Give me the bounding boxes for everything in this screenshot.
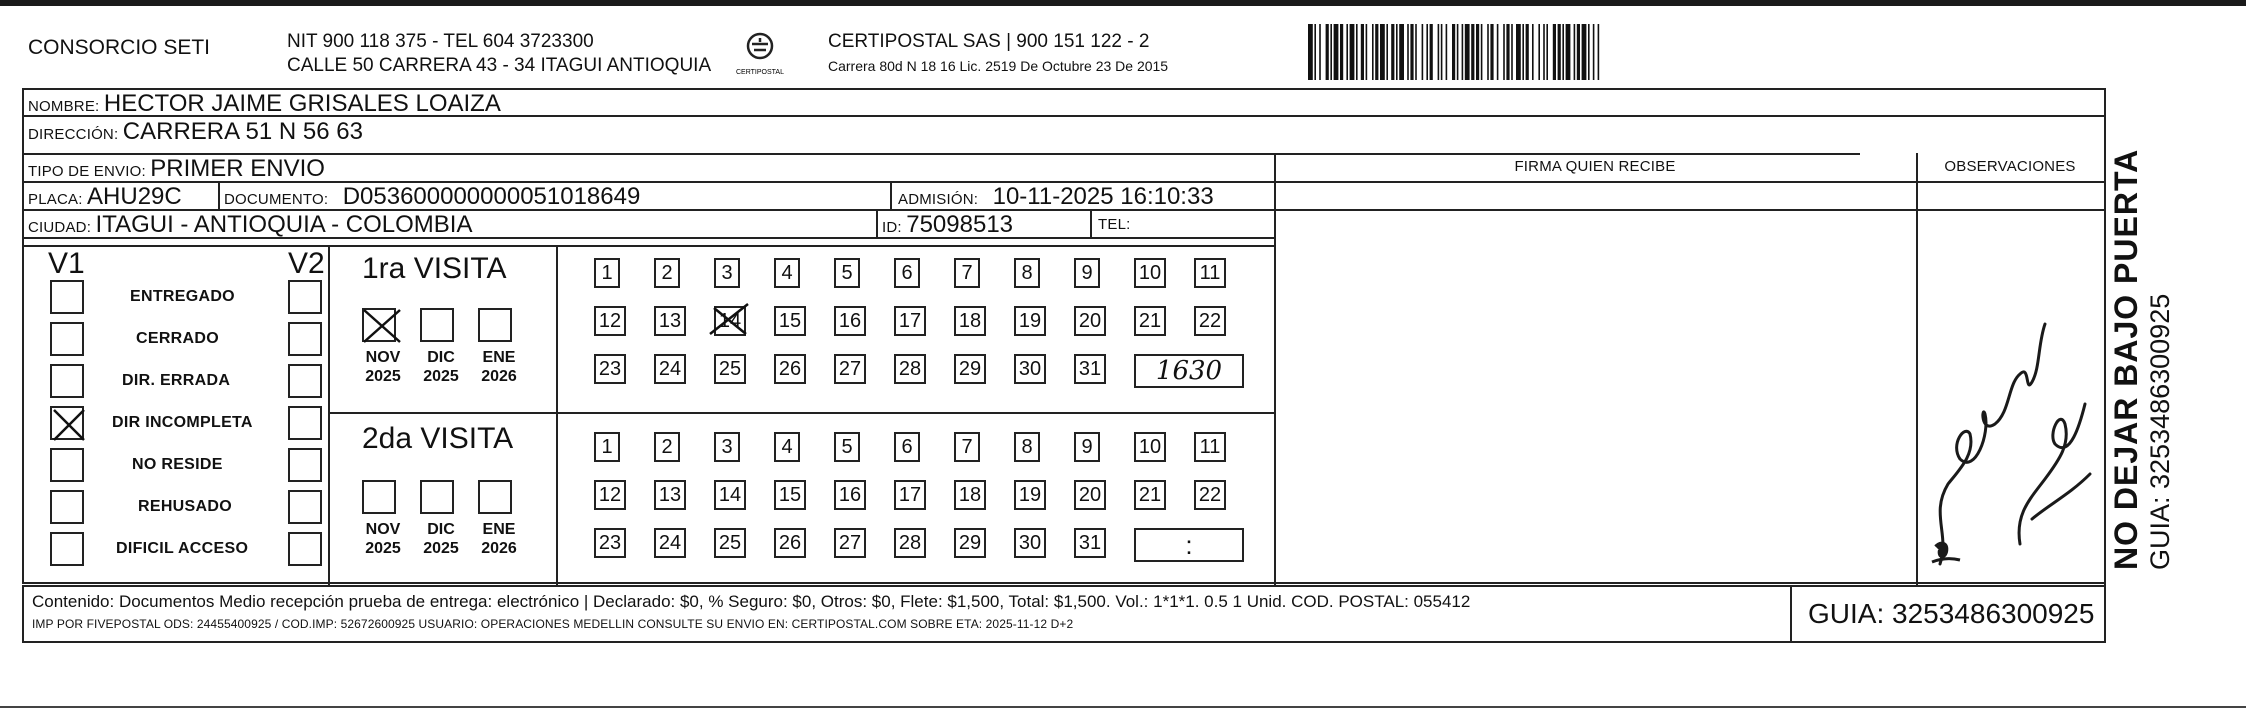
visit1-day-cell[interactable]: 5	[834, 258, 860, 288]
v1-header: V1	[48, 247, 85, 280]
visit2-day-cell[interactable]: 29	[954, 528, 986, 558]
visit1-day-cell[interactable]: 19	[1014, 306, 1046, 336]
visit1-day-cell[interactable]: 18	[954, 306, 986, 336]
col-divider	[556, 245, 558, 585]
visit1-day-cell[interactable]: 24	[654, 354, 686, 384]
visit1-day-cell[interactable]: 15	[774, 306, 806, 336]
col-divider	[1090, 209, 1092, 238]
month-year: 2026	[481, 368, 517, 385]
visit2-month-checkbox[interactable]	[420, 480, 454, 514]
visit2-day-cell[interactable]: 30	[1014, 528, 1046, 558]
address-line: CALLE 50 CARRERA 43 - 34 ITAGUI ANTIOQUIA	[287, 55, 712, 76]
col-divider	[1916, 153, 1918, 586]
visit2-day-cell[interactable]: 10	[1134, 432, 1166, 462]
visit2-day-cell[interactable]: 5	[834, 432, 860, 462]
visit2-day-cell[interactable]: 11	[1194, 432, 1226, 462]
v1-checkbox[interactable]	[50, 364, 84, 398]
visit2-time-field[interactable]: :	[1134, 528, 1244, 562]
col-divider	[1790, 585, 1792, 643]
col-divider	[218, 181, 220, 210]
month-year: 2026	[481, 540, 517, 557]
direccion-field	[28, 118, 363, 146]
visit2-day-cell[interactable]: 21	[1134, 480, 1166, 510]
v2-checkbox[interactable]	[288, 322, 322, 356]
visit2-month-checkbox[interactable]	[362, 480, 396, 514]
visit1-day-cell[interactable]: 2	[654, 258, 680, 288]
status-option-label: DIFICIL ACCESO	[116, 540, 249, 557]
visit1-day-cell[interactable]: 27	[834, 354, 866, 384]
placa-value: AHU29C	[87, 183, 182, 210]
visit2-day-cell[interactable]: 24	[654, 528, 686, 558]
visit1-day-cell[interactable]: 8	[1014, 258, 1040, 288]
direccion-value: CARRERA 51 N 56 63	[122, 118, 363, 145]
certipostal-logo	[728, 26, 792, 82]
nit-line: NIT 900 118 375 - TEL 604 3723300	[287, 31, 594, 52]
visit1-day-cell[interactable]: 30	[1014, 354, 1046, 384]
ciudad-label: CIUDAD:	[28, 219, 92, 236]
visit1-month-label	[418, 348, 464, 386]
logo-text: CERTIPOSTAL	[736, 69, 784, 76]
v1-checkbox[interactable]	[50, 448, 84, 482]
row-divider	[22, 585, 2106, 587]
visit2-day-cell[interactable]: 12	[594, 480, 626, 510]
company-name: CONSORCIO SETI	[28, 36, 211, 59]
month-name: ENE	[482, 521, 516, 538]
visit1-day-cell[interactable]: 10	[1134, 258, 1166, 288]
status-option-label: REHUSADO	[138, 498, 232, 515]
visit1-day-cell[interactable]: 21	[1134, 306, 1166, 336]
status-option-label: DIR. ERRADA	[122, 372, 231, 389]
v2-header: V2	[288, 247, 325, 280]
v1-checkbox[interactable]	[50, 532, 84, 566]
visit1-day-cell[interactable]: 26	[774, 354, 806, 384]
month-name: NOV	[365, 521, 401, 538]
visit1-day-cell[interactable]: 13	[654, 306, 686, 336]
visit1-day-cell[interactable]: 12	[594, 306, 626, 336]
visit1-month-label	[476, 348, 522, 386]
visit1-day-cell[interactable]: 31	[1074, 354, 1106, 384]
nombre-field	[28, 90, 501, 118]
handwritten-signature	[1920, 284, 2100, 574]
direccion-label: DIRECCIÓN:	[28, 126, 119, 143]
visit2-day-cell[interactable]: 27	[834, 528, 866, 558]
cross-mark-icon	[706, 300, 752, 338]
v1-checkbox[interactable]	[50, 406, 84, 440]
visit1-month-label	[360, 348, 406, 386]
id-field	[882, 211, 1013, 239]
documento-label: DOCUMENTO:	[224, 191, 329, 208]
check-mark-icon	[52, 408, 86, 442]
admision-field	[898, 183, 1214, 211]
v1-checkbox[interactable]	[50, 322, 84, 356]
row-divider	[22, 245, 1276, 247]
no-dejar-bajo-puerta: NO DEJAR BAJO PUERTA	[2108, 148, 2144, 570]
v2-checkbox[interactable]	[288, 406, 322, 440]
visit1-day-cell[interactable]: 9	[1074, 258, 1100, 288]
nombre-label: NOMBRE:	[28, 98, 100, 115]
visit1-time-field[interactable]: 1630	[1134, 354, 1244, 388]
visit1-title: 1ra VISITA	[362, 252, 507, 285]
month-name: DIC	[427, 521, 455, 538]
visit2-day-cell[interactable]: 13	[654, 480, 686, 510]
col-divider	[2104, 88, 2106, 586]
visit2-day-cell[interactable]: 31	[1074, 528, 1106, 558]
visit1-day-cell[interactable]: 7	[954, 258, 980, 288]
visit2-day-cell[interactable]: 26	[774, 528, 806, 558]
visit2-day-cell[interactable]: 18	[954, 480, 986, 510]
month-year: 2025	[365, 368, 401, 385]
visit2-day-cell[interactable]: 20	[1074, 480, 1106, 510]
col-divider	[1274, 153, 1276, 586]
side-label	[2108, 149, 2176, 570]
visit1-day-cell[interactable]: 20	[1074, 306, 1106, 336]
certipostal-info	[828, 30, 1168, 78]
visit-divider	[328, 412, 1276, 414]
footer-guia: GUIA: 3253486300925	[1808, 598, 2095, 629]
visit2-day-cell[interactable]: 25	[714, 528, 746, 558]
signature-header: FIRMA QUIEN RECIBE	[1514, 158, 1676, 175]
id-value: 75098513	[906, 211, 1014, 238]
footer-content: Contenido: Documentos Medio recepción prueba de entrega: electrónico | Declarado: $0, % Seguro: $0, Otros: $0, Flete: $1,500, Total: $1,500. Vol.: 1*1*1. 0.5 1 Unid. COD. POSTAL: 055412	[32, 592, 1471, 611]
visit1-day-cell[interactable]: 4	[774, 258, 800, 288]
check-mark-icon	[360, 306, 404, 346]
tel-label: TEL:	[1098, 216, 1131, 233]
barcode	[1308, 24, 1888, 80]
visit2-day-cell[interactable]: 23	[594, 528, 626, 558]
tipo-envio-value: PRIMER ENVIO	[150, 155, 325, 182]
month-year: 2025	[423, 368, 459, 385]
footer-print-info: IMP POR FIVEPOSTAL ODS: 24455400925 / COD.IMP: 52672600925 USUARIO: OPERACIONES MEDELLIN CONSULTE SU ENVIO EN: CERTIPOSTAL.COM SOBRE ETA: 2025-11-12 D+2	[32, 617, 1074, 631]
col-divider	[328, 245, 330, 585]
visit2-month-label	[418, 520, 464, 558]
v2-checkbox[interactable]	[288, 280, 322, 314]
month-name: ENE	[482, 349, 516, 366]
certipostal-line: CERTIPOSTAL SAS | 900 151 122 - 2	[828, 31, 1150, 52]
visit2-day-cell[interactable]: 14	[714, 480, 746, 510]
visit1-day-cell[interactable]: 16	[834, 306, 866, 336]
visit1-day-cell[interactable]: 11	[1194, 258, 1226, 288]
visit1-month-checkbox[interactable]	[362, 308, 396, 342]
visit2-month-label	[360, 520, 406, 558]
visit2-day-cell[interactable]: 15	[774, 480, 806, 510]
status-option-label: ENTREGADO	[130, 288, 235, 305]
visit2-day-cell[interactable]: 17	[894, 480, 926, 510]
visit1-day-cell[interactable]: 6	[894, 258, 920, 288]
visit2-day-cell[interactable]: 2	[654, 432, 680, 462]
visit2-day-cell[interactable]: 22	[1194, 480, 1226, 510]
ciudad-value: ITAGUI - ANTIOQUIA - COLOMBIA	[95, 211, 473, 238]
documento-value: D053600000000051018649	[342, 183, 641, 210]
observations-header: OBSERVACIONES	[1944, 158, 2076, 175]
visit1-day-cell[interactable]: 3	[714, 258, 740, 288]
v2-checkbox[interactable]	[288, 532, 322, 566]
col-divider	[876, 209, 878, 238]
visit2-title: 2da VISITA	[362, 422, 514, 455]
documento-field	[224, 183, 640, 211]
v2-checkbox[interactable]	[288, 448, 322, 482]
v1-checkbox[interactable]	[50, 490, 84, 524]
row-divider	[22, 641, 2106, 643]
visit1-day-cell[interactable]: 28	[894, 354, 926, 384]
admision-label: ADMISIÓN:	[898, 191, 979, 208]
col-divider	[22, 585, 24, 643]
id-label: ID:	[882, 219, 902, 236]
visit2-month-label	[476, 520, 522, 558]
month-name: DIC	[427, 349, 455, 366]
top-edge	[0, 0, 2246, 6]
visit1-day-cell[interactable]: 22	[1194, 306, 1226, 336]
visit2-day-cell[interactable]: 4	[774, 432, 800, 462]
visit2-day-cell[interactable]: 8	[1014, 432, 1040, 462]
col-divider	[890, 181, 892, 210]
tipo-envio-label: TIPO DE ENVIO:	[28, 163, 146, 180]
ciudad-field	[28, 211, 472, 239]
nombre-value: HECTOR JAIME GRISALES LOAIZA	[103, 90, 501, 117]
visit1-month-checkbox[interactable]	[420, 308, 454, 342]
month-year: 2025	[423, 540, 459, 557]
v2-checkbox[interactable]	[288, 364, 322, 398]
visit1-day-cell[interactable]: 14	[714, 306, 746, 336]
visit2-day-cell[interactable]: 7	[954, 432, 980, 462]
visit2-day-cell[interactable]: 3	[714, 432, 740, 462]
col-divider	[2104, 585, 2106, 643]
status-option-label: NO RESIDE	[132, 456, 223, 473]
month-year: 2025	[365, 540, 401, 557]
company-info	[287, 30, 711, 78]
visit1-day-cell[interactable]: 23	[594, 354, 626, 384]
visit1-day-cell[interactable]: 29	[954, 354, 986, 384]
status-option-label: DIR INCOMPLETA	[112, 414, 253, 431]
bottom-rule	[0, 706, 2246, 708]
visit1-day-cell[interactable]: 17	[894, 306, 926, 336]
visit2-month-checkbox[interactable]	[478, 480, 512, 514]
visit1-day-cell[interactable]: 25	[714, 354, 746, 384]
visit2-day-cell[interactable]: 1	[594, 432, 620, 462]
status-option-label: CERRADO	[136, 330, 219, 347]
placa-field	[28, 183, 182, 211]
visit2-day-cell[interactable]: 6	[894, 432, 920, 462]
visit1-month-checkbox[interactable]	[478, 308, 512, 342]
visit2-day-cell[interactable]: 9	[1074, 432, 1100, 462]
tipo-envio-field	[28, 155, 325, 183]
v2-checkbox[interactable]	[288, 490, 322, 524]
admision-value: 10-11-2025 16:10:33	[992, 183, 1214, 210]
side-guia: GUIA: 3253486300925	[2145, 293, 2175, 570]
placa-label: PLACA:	[28, 191, 83, 208]
visit2-day-cell[interactable]: 28	[894, 528, 926, 558]
v1-checkbox[interactable]	[50, 280, 84, 314]
visit2-day-cell[interactable]: 19	[1014, 480, 1046, 510]
visit2-day-cell[interactable]: 16	[834, 480, 866, 510]
license-line: Carrera 80d N 18 16 Lic. 2519 De Octubre 23 De 2015	[828, 58, 1169, 74]
visit1-day-cell[interactable]: 1	[594, 258, 620, 288]
month-name: NOV	[365, 349, 401, 366]
